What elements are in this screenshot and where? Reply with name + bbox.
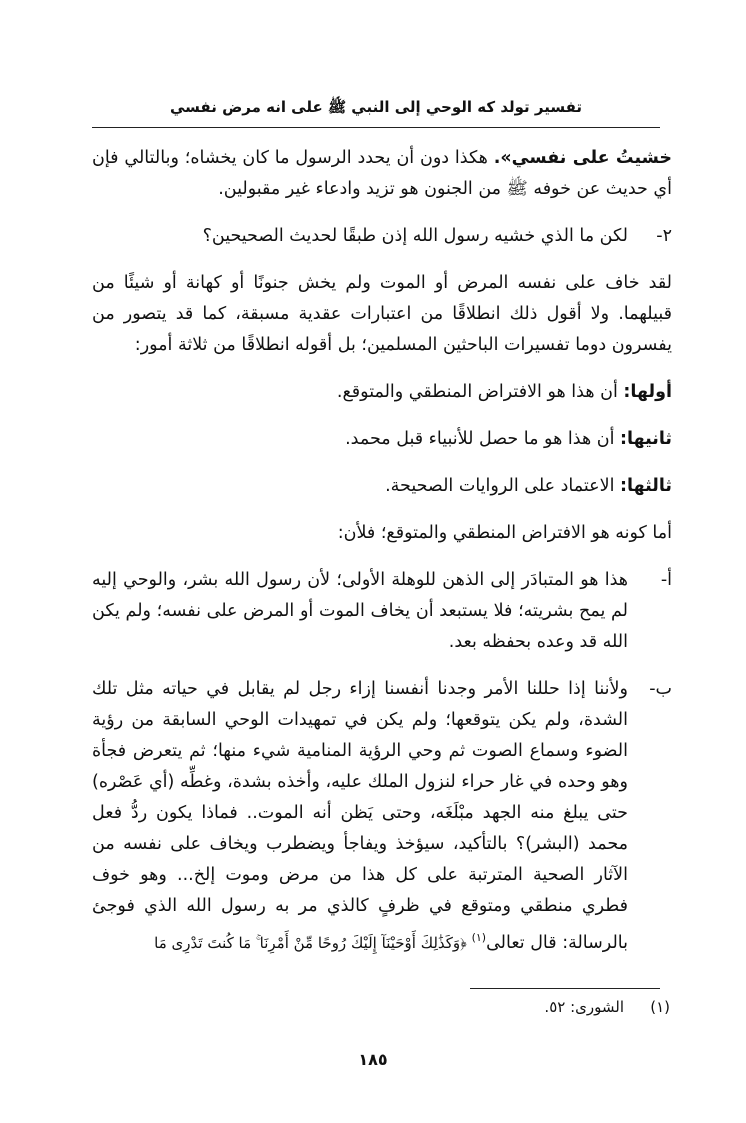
- footnote: [380, 995, 670, 1019]
- point-a: [92, 565, 672, 658]
- footnote-divider: [470, 988, 660, 989]
- as-for-paragraph: أما كونه هو الافتراض المنطقي والمتوقع؛ فلأن:: [337, 523, 672, 543]
- reason-third-label: ثالثها:: [620, 476, 672, 496]
- intro-paragraph: [92, 143, 672, 205]
- page-number: ١٨٥: [358, 1050, 388, 1069]
- reason-third: [92, 471, 672, 502]
- main-text: [92, 143, 672, 959]
- point-b-body: [92, 674, 628, 959]
- header-divider: [92, 127, 660, 128]
- reason-second-text: أن هذا هو ما حصل للأنبياء قبل محمد.: [345, 429, 621, 449]
- intro-text: هكذا دون أن يحدد الرسول ما كان يخشاه؛ وبالتالي فإن أي حديث عن خوفه ﷺ من الجنون هو تزيد وادعاء غير مقبولين.: [92, 148, 672, 199]
- quran-verse: ﴿وَكَذَٰلِكَ أَوْحَيْنَآ إِلَيْكَ رُوحًا مِّنْ أَمْرِنَا ۚ مَا كُنتَ تَدْرِى مَا: [154, 933, 472, 952]
- point-2-marker: ٢-: [656, 226, 672, 246]
- fear-paragraph: لقد خاف على نفسه المرض أو الموت ولم يخش جنونًا أو كهانة أو شيئًا من قبيلهما. ولا أقول ذلك انطلاقًا من اعتبارات عقدية مسبقة، كما قد يتصور من يفسرون دوما تفسيرات الباحثين المسلمين؛ بل أقوله انطلاقًا من ثلاثة أمور:: [92, 273, 672, 355]
- reason-first-label: أولها:: [623, 382, 672, 402]
- footnote-text: الشورى: ٥٢.: [544, 998, 624, 1016]
- reason-first-text: أن هذا هو الافتراض المنطقي والمتوقع.: [336, 382, 624, 402]
- footnote-number: (١): [650, 998, 670, 1016]
- point-b: [92, 674, 672, 959]
- reason-second-label: ثانيها:: [620, 429, 672, 449]
- point-a-text: هذا هو المتبادَر إلى الذهن للوهلة الأولى؛ لأن رسول الله بشر، والوحي إليه لم يمح بشريته؛ فلا يستبعد أن يخاف الموت أو المرض على نفسه؛ ولم يكن الله قد وعده بحفظه بعد.: [92, 570, 628, 652]
- reason-first: [92, 377, 672, 408]
- point-b-text: ولأننا إذا حللنا الأمر وجدنا أنفسنا إزاء رجل لم يقابل في حياته مثل تلك الشدة، ولم يكن يتوقعها؛ ولم يكن في تمهيدات الوحي السابقة من رؤية الضوء وسماع الصوت ثم وحي الرؤية المنامية شيء منها؛ ثم يتعرض فجأة وهو وحده في غار حراء لنزول الملك عليه، وأخذه بشدة، وغطِّه (أي عَصْره) حتى يبلغ منه الجهد مبْلَغَه، وحتى يَظن أنه الموت.. فماذا يكون ردُّ فعل محمد (البشر)؟ بالتأكيد، سيؤخذ ويفاجأ ويضطرب ويخاف على نفسه من الآثار الصحية المترتبة على كل هذا من مرض وموت إلخ... وهو خوف فطري منطقي ومتوقع في ظرفٍ كالذي مر به رسول الله الذي فوجئ بالرسالة: قال تعالى: [92, 679, 628, 953]
- reason-second: [92, 424, 672, 455]
- running-header: تفسير تولد كه الوحي إلى النبي ﷺ على انه مرض نفسي: [169, 98, 583, 116]
- intro-quote-end: خشيتُ على نفسي».: [493, 148, 673, 168]
- footnote-reference[interactable]: (١): [471, 931, 487, 944]
- point-b-marker: ب-: [649, 679, 672, 699]
- point-a-marker: أ-: [660, 570, 672, 590]
- reason-third-text: الاعتماد على الروايات الصحيحة.: [385, 476, 621, 496]
- point-2-text: لكن ما الذي خشيه رسول الله إذن طبقًا لحديث الصحيحين؟: [202, 226, 628, 246]
- point-2: [92, 221, 672, 252]
